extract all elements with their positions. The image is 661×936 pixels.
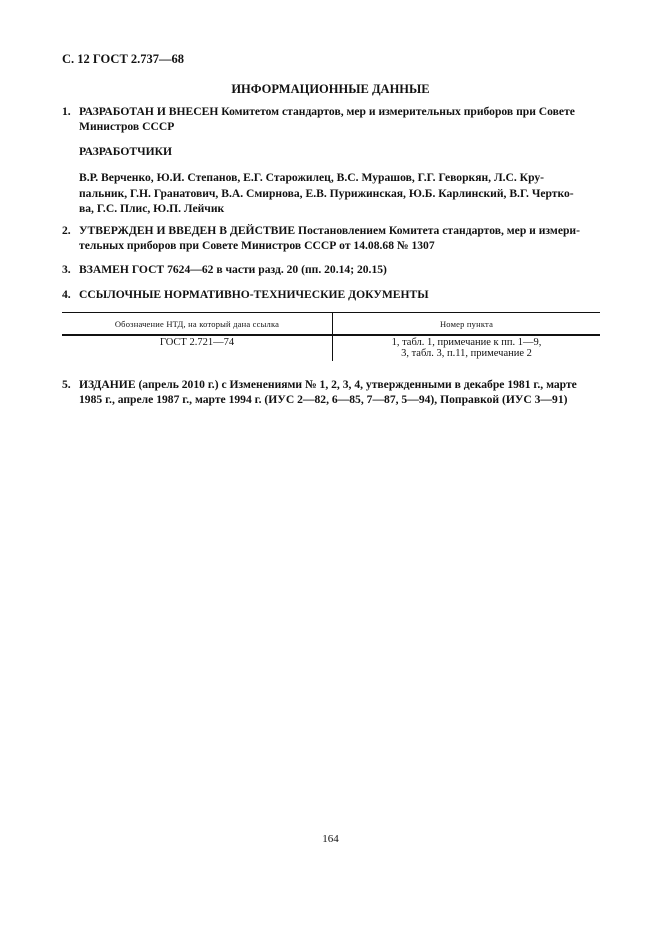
section-text: УТВЕРЖДЕН И ВВЕДЕН В ДЕЙСТВИЕ Постановлением Комитета стандартов, мер и измери- bbox=[79, 224, 580, 237]
page-number: 164 bbox=[322, 833, 339, 845]
section-3 bbox=[62, 262, 602, 277]
developers-line: ва, Г.С. Плис, Ю.П. Лейчик bbox=[79, 202, 225, 215]
section-text-cont: 1985 г., апреле 1987 г., марте 1994 г. (ИУС 2—82, 6—85, 7—87, 5—94), Поправкой (ИУС 3—91) bbox=[79, 393, 568, 406]
reference-documents-table bbox=[62, 312, 600, 361]
developers-line: В.Р. Верченко, Ю.И. Степанов, Е.Г. Старожилец, В.С. Мурашов, Г.Г. Геворкян, Л.С. Кру- bbox=[79, 171, 545, 184]
developers-list bbox=[79, 170, 601, 217]
section-text: ВЗАМЕН ГОСТ 7624—62 в части разд. 20 (пп. 20.14; 20.15) bbox=[79, 263, 387, 276]
section-number: 2. bbox=[62, 224, 71, 237]
page-header: С. 12 ГОСТ 2.737—68 bbox=[62, 52, 185, 66]
section-text: ИЗДАНИЕ (апрель 2010 г.) с Изменениями № 1, 2, 3, 4, утвержденными в декабре 1981 г., марте bbox=[79, 378, 577, 391]
clause-line: 3, табл. 3, п.11, примечание 2 bbox=[401, 348, 532, 359]
cell-document: ГОСТ 2.721—74 bbox=[62, 335, 333, 361]
section-5 bbox=[62, 377, 602, 407]
table-row bbox=[62, 335, 600, 361]
cell-clause bbox=[333, 335, 601, 361]
table-header-row bbox=[62, 313, 600, 336]
developers-line: пальник, Г.Н. Гранатович, В.А. Смирнова, Е.В. Пурижинская, Ю.Б. Карлинский, В.Г. Чертко- bbox=[79, 186, 574, 200]
section-4 bbox=[62, 287, 602, 302]
section-2 bbox=[62, 223, 602, 253]
section-1 bbox=[62, 104, 602, 134]
column-header-clause: Номер пункта bbox=[333, 313, 601, 336]
section-number: 5. bbox=[62, 378, 71, 391]
clause-line: 1, табл. 1, примечание к пп. 1—9, bbox=[391, 337, 542, 348]
section-text-cont: тельных приборов при Совете Министров СССР от 14.08.68 № 1307 bbox=[79, 239, 435, 252]
column-header-document: Обозначение НТД, на который дана ссылка bbox=[62, 313, 333, 336]
section-number: 1. bbox=[62, 105, 71, 118]
document-title: ИНФОРМАЦИОННЫЕ ДАННЫЕ bbox=[231, 82, 430, 96]
section-text-cont: Министров СССР bbox=[79, 120, 175, 133]
section-number: 3. bbox=[62, 263, 71, 276]
section-number: 4. bbox=[62, 288, 71, 301]
developers-heading: РАЗРАБОТЧИКИ bbox=[79, 145, 173, 158]
section-text: РАЗРАБОТАН И ВНЕСЕН Комитетом стандартов, мер и измерительных приборов при Совете bbox=[79, 105, 575, 118]
section-text: ССЫЛОЧНЫЕ НОРМАТИВНО-ТЕХНИЧЕСКИЕ ДОКУМЕНТЫ bbox=[79, 288, 429, 301]
